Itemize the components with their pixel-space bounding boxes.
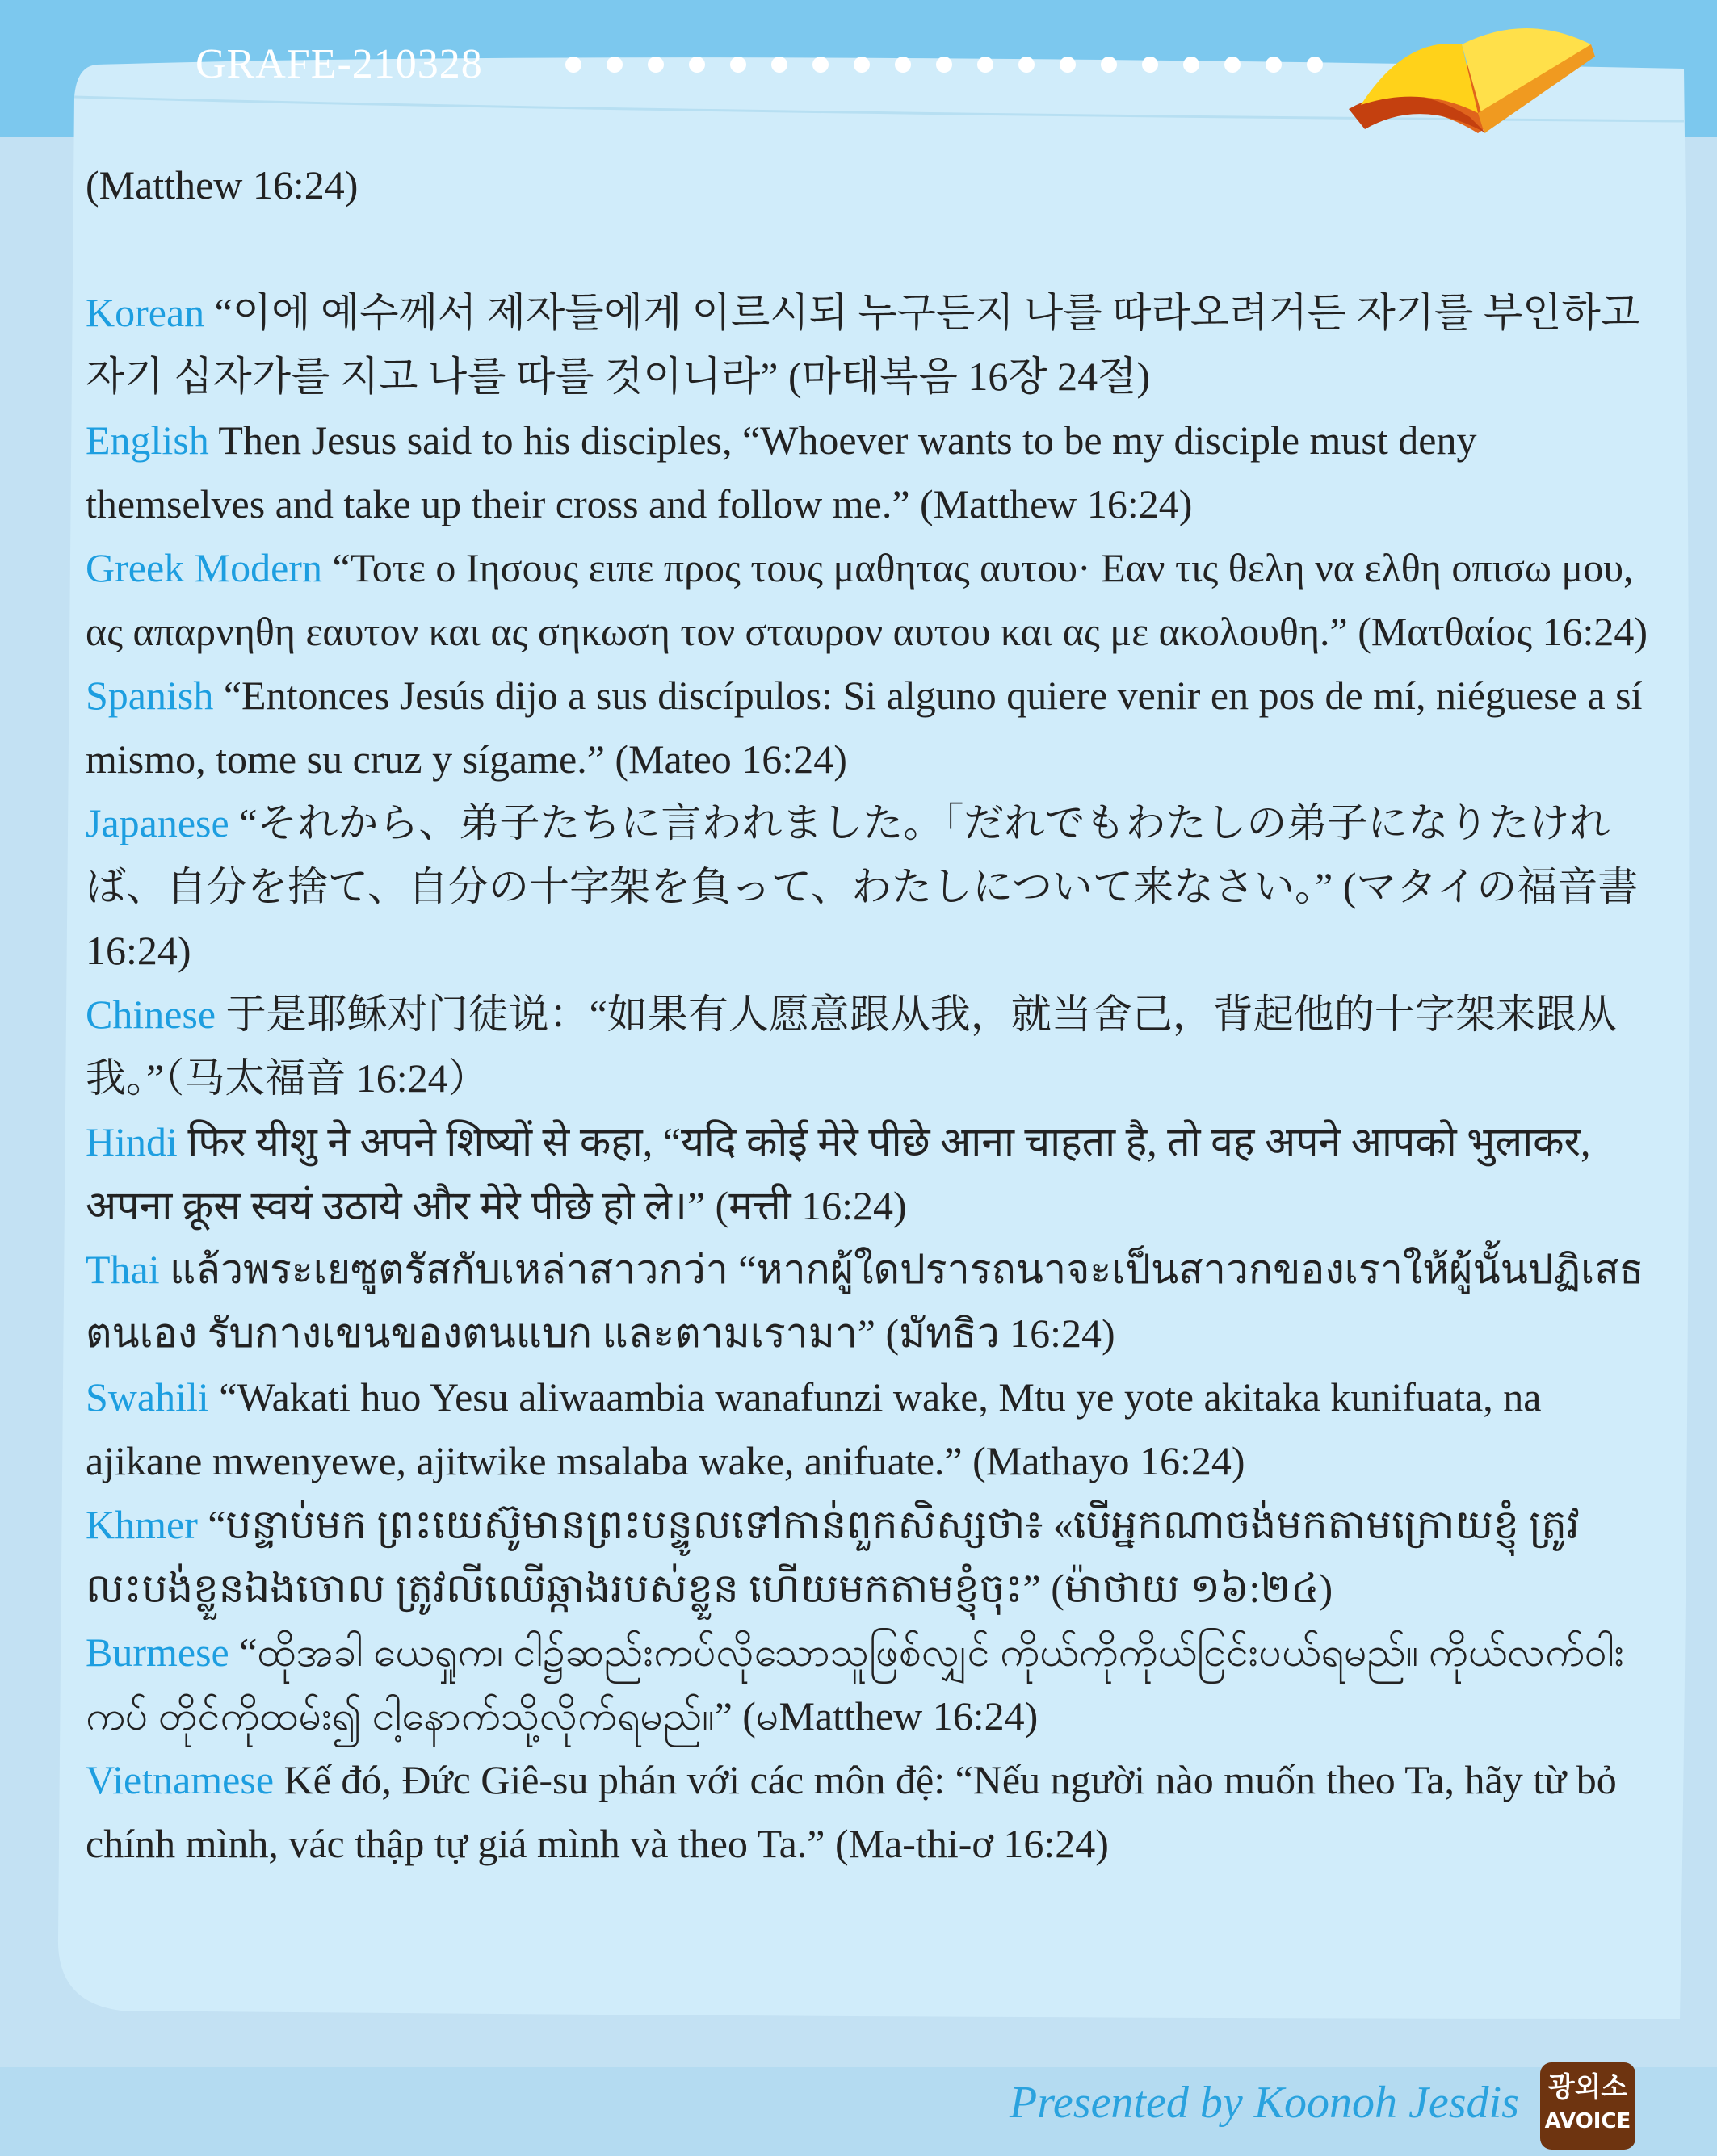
- verse-text: Kế đó, Đức Giê-su phán với các môn đệ: “Nếu người nào muốn theo Ta, hãy từ bỏ chính mình, vác thập tự giá mình và theo Ta.” (Ma-thi-ơ 16:24): [86, 1757, 1617, 1866]
- dot: [689, 57, 705, 73]
- lang-label: Vietnamese: [86, 1757, 275, 1802]
- dot: [977, 57, 993, 73]
- entry-spanish: [86, 664, 1660, 791]
- verse-text: “បន្ទាប់មក ព្រះយេស៊ូមានព្រះបន្ទូលទៅកាន់ពួកសិស្សថា៖ «បើអ្នកណាចង់មកតាមក្រោយខ្ញុំ ត្រូវលះបង់ខ្លួនឯងចោល ត្រូវលីឈើឆ្កាងរបស់ខ្លួន ហើយមកតាមខ្ញុំចុះ” (ម៉ាថាយ ១៦:២៤): [86, 1502, 1580, 1611]
- lang-label: Spanish: [86, 673, 214, 718]
- dot: [771, 57, 787, 73]
- lang-label: English: [86, 417, 209, 463]
- verse-text: “Wakati huo Yesu aliwaambia wanafunzi wake, Mtu ye yote akitaka kunifuata, na ajikane mwenyewe, ajitwike msalaba wake, anifuate.” (Mathayo 16:24): [86, 1374, 1542, 1483]
- dot: [565, 57, 581, 73]
- logo-brand-text: AVOICE: [1544, 2109, 1631, 2133]
- lang-label: Thai: [86, 1247, 160, 1292]
- entry-korean: [86, 281, 1660, 409]
- lang-label: Greek Modern: [86, 545, 322, 590]
- verse-reference: (Matthew 16:24): [86, 162, 359, 208]
- spacer: [86, 217, 1660, 281]
- dot: [1060, 57, 1076, 73]
- dot-row: [565, 48, 1357, 81]
- dot: [1142, 57, 1158, 73]
- verse-text: “ထိုအခါ ယေရှုက၊ ငါ၌ဆည်းကပ်လိုသောသူဖြစ်လျှင် ကိုယ်ကိုကိုယ်ငြင်းပယ်ရမည်။ ကိုယ်လက်ဝါးကပ် တိုင်ကိုထမ်း၍ ငါ့နောက်သို့လိုက်ရမည်။” (မMatthew 16:24): [86, 1630, 1625, 1739]
- entry-khmer: [86, 1493, 1660, 1621]
- verse-text: 于是耶稣对门徒说：“如果有人愿意跟从我，就当舍己，背起他的十字架来跟从我。”（马太福音 16:24）: [86, 992, 1617, 1101]
- lang-label: Swahili: [86, 1374, 209, 1420]
- dot: [895, 57, 911, 73]
- verse-content: [86, 153, 1660, 1876]
- presenter-credit: Presented by Koonoh Jesdis: [1010, 2078, 1519, 2128]
- entry-burmese: [86, 1621, 1660, 1748]
- lang-label: Japanese: [86, 800, 229, 845]
- entry-greek: [86, 536, 1660, 664]
- verse-text: “Entonces Jesús dijo a sus discípulos: Si alguno quiere venir en pos de mí, niéguese a sí mismo, tome su cruz y sígame.” (Mateo 16:24): [86, 673, 1643, 782]
- dot: [1018, 57, 1035, 73]
- dot: [1307, 57, 1323, 73]
- dot: [936, 57, 952, 73]
- entry-thai: [86, 1238, 1660, 1365]
- dot: [1101, 57, 1117, 73]
- verse-text: “それから、弟子たちに言われました。「だれでもわたしの弟子になりたければ、自分を捨て、自分の十字架を負って、わたしについて来なさい。” (マタイの福音書 16:24): [86, 800, 1639, 973]
- entry-swahili: [86, 1365, 1660, 1493]
- dot: [1224, 57, 1241, 73]
- verse-text: แล้วพระเยซูตรัสกับเหล่าสาวกว่า “หากผู้ใดปรารถนาจะเป็นสาวกของเราให้ผู้นั้นปฏิเสธตนเอง รับกางเขนของตนแบก และตามเรามา” (มัทธิว 16:24): [86, 1247, 1644, 1356]
- dot: [648, 57, 664, 73]
- dot: [812, 57, 829, 73]
- header-code: GRAFE-210328: [195, 41, 483, 87]
- lang-label: Hindi: [86, 1119, 178, 1164]
- lang-label: Chinese: [86, 992, 216, 1037]
- lang-label: Khmer: [86, 1502, 198, 1547]
- verse-text: फिर यीशु ने अपने शिष्यों से कहा, “यदि कोई मेरे पीछे आना चाहता है, तो वह अपने आपको भुलाकर, अपना क्रूस स्वयं उठाये और मेरे पीछे हो ले।” (मत्ती 16:24): [86, 1119, 1591, 1228]
- lang-label: Burmese: [86, 1630, 229, 1675]
- entry-vietnamese: [86, 1748, 1660, 1876]
- verse-text: “Τοτε ο Ιησους ειπε προς τους μαθητας αυτου· Εαν τις θελη να ελθη οπισω μου, ας απαρνηθη εαυτον και ας σηκωση τον σταυρον αυτου και ας με ακολουθη.” (Ματθαίος 16:24): [86, 545, 1648, 654]
- entry-hindi: [86, 1110, 1660, 1238]
- verse-text: Then Jesus said to his disciples, “Whoever wants to be my disciple must deny themselves and take up their cross and follow me.” (Matthew 16:24): [86, 417, 1477, 526]
- dot: [854, 57, 870, 73]
- dot: [607, 57, 623, 73]
- dot: [730, 57, 746, 73]
- entry-chinese: [86, 983, 1660, 1110]
- avoice-logo: [1540, 2062, 1635, 2150]
- entry-english: [86, 409, 1660, 536]
- dot: [1266, 57, 1282, 73]
- verse-text: “이에 예수께서 제자들에게 이르시되 누구든지 나를 따라오려거든 자기를 부인하고 자기 십자가를 지고 나를 따를 것이니라” (마태복음 16장 24절): [86, 290, 1640, 399]
- entry-japanese: [86, 791, 1660, 983]
- lang-label: Korean: [86, 290, 205, 335]
- logo-korean-text: 광외소: [1547, 2071, 1628, 2104]
- dot: [1183, 57, 1199, 73]
